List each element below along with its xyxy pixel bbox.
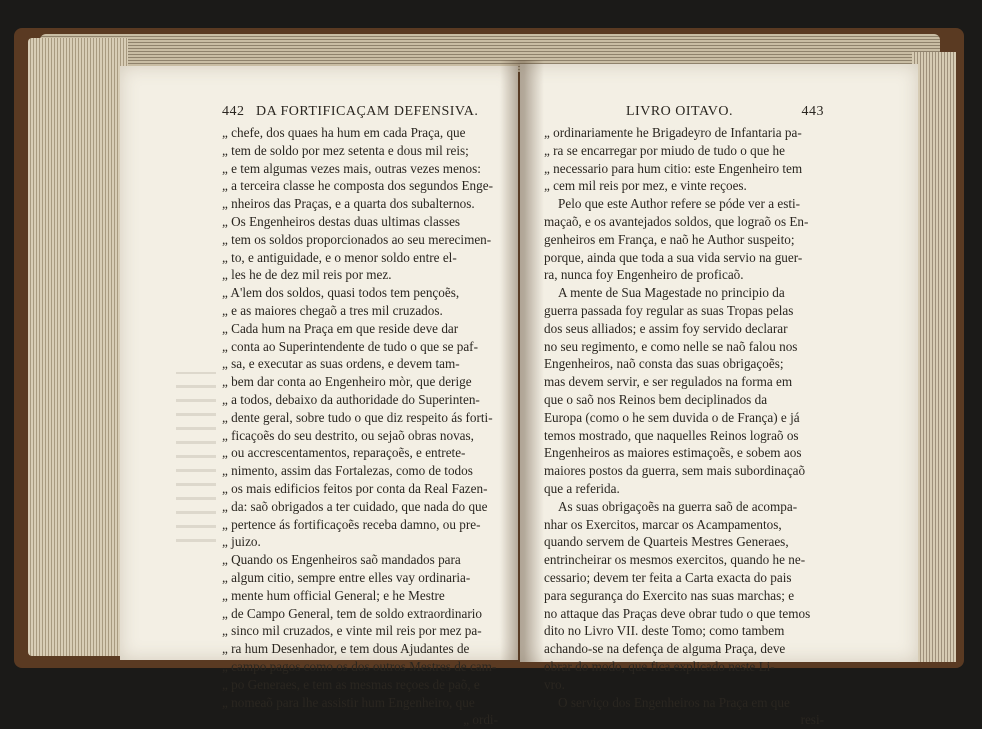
left-body <box>222 124 498 729</box>
text-line: no seu regimento, e como nelle se naõ falou nos <box>544 338 798 354</box>
text-line: mas devem servir, e ser regulados na forma em <box>544 374 793 390</box>
text-line: „ to, e antiguidade, e o menor soldo entre el- <box>222 249 457 265</box>
right-page-text <box>544 104 824 729</box>
text-line: genheiros em França, e naõ he Author suspeito; <box>544 231 795 247</box>
text-line: A mente de Sua Magestade no principio da <box>558 285 785 301</box>
text-line: para segurança do Exercito nas suas marchas; e <box>544 587 795 603</box>
text-line: O serviço dos Engenheiros na Praça em que <box>558 694 790 710</box>
text-line: „ ou accrescentamentos, reparaçoẽs, e entrete- <box>222 445 466 461</box>
text-line: „ dente geral, sobre tudo o que diz respeito ás forti- <box>222 409 493 425</box>
text-line: maçaõ, e os avantejados soldos, que lograõ os En- <box>544 213 809 229</box>
catchword: „ ordi- <box>463 712 498 728</box>
text-line: „ ra hum Desenhador, e tem dous Ajudantes de <box>222 641 470 657</box>
text-line: „ algum citio, sempre entre elles vay ordinaria- <box>222 569 471 585</box>
text-line: „ Cada hum na Praça em que reside deve dar <box>222 320 459 336</box>
text-line: que o saõ nos Reinos bem deciplinados da <box>544 391 768 407</box>
text-line: „ ficaçoẽs do seu destrito, ou sejaõ obras novas, <box>222 427 474 443</box>
text-line: Europa (como o he sem duvida o de França) e já <box>544 409 800 425</box>
text-line: achando-se na defença de alguma Praça, deve <box>544 641 786 657</box>
text-line: „ e tem algumas vezes mais, outras vezes menos: <box>222 160 481 176</box>
text-line: „ Os Engenheiros destas duas ultimas classes <box>222 213 461 229</box>
text-line: „ a terceira classe he composta dos segundos Enge- <box>222 178 493 194</box>
text-line: dos seus alliados; e assim foy servido declarar <box>544 320 788 336</box>
text-line: „ bem dar conta ao Engenheiro mòr, que derige <box>222 374 472 390</box>
text-line: „ nomeaõ para lhe assistir hum Engenheiro, que <box>222 694 475 710</box>
text-line: „ da: saõ obrigados a ter cuidado, que nada do que <box>222 498 488 514</box>
text-line: „ A'lem dos soldos, quasi todos tem pençoẽs, <box>222 285 460 301</box>
right-running-head: LIVRO OITAVO. <box>626 104 734 119</box>
text-line: temos mostrado, que naquelles Reinos lograõ os <box>544 427 799 443</box>
left-page-number: 442 <box>222 104 245 119</box>
text-line: „ campo pagos como os dos outros Mestres de cam- <box>222 658 497 674</box>
text-line: Engenheiros, naõ consta das suas obrigaçoẽs; <box>544 356 784 372</box>
text-line: „ juizo. <box>222 534 261 550</box>
right-page-number: 443 <box>801 104 824 119</box>
catchword: resi- <box>800 712 824 728</box>
text-line: vro. <box>544 676 565 692</box>
text-line: „ nheiros das Praças, e a quarta dos subalternos. <box>222 196 475 212</box>
text-line: „ a todos, debaixo da authoridade do Superinten- <box>222 391 480 407</box>
text-line: „ ordinariamente he Brigadeyro de Infantaria pa- <box>544 125 802 140</box>
text-line: dito no Livro VII. deste Tomo; como tambem <box>544 623 785 639</box>
text-line: „ sinco mil cruzados, e vinte mil reis por mez pa- <box>222 623 482 639</box>
text-line: que a referida. <box>544 480 620 496</box>
text-line: „ chefe, dos quaes ha hum em cada Praça, que <box>222 125 466 140</box>
text-line: „ sa, e executar as suas ordens, e devem tam- <box>222 356 460 372</box>
text-line: As suas obrigaçoẽs na guerra saõ de acompa- <box>558 498 798 514</box>
page-block-right-edge <box>912 52 956 662</box>
text-line: quando servem de Quarteis Mestres Generaes, <box>544 534 789 550</box>
text-line: Pelo que este Author refere se póde ver a esti- <box>558 196 801 212</box>
book-gutter <box>500 60 544 662</box>
text-line: entrincheirar os mesmos exercitos, quando he ne- <box>544 552 806 568</box>
left-page-text <box>222 104 498 729</box>
show-through-text <box>176 372 216 542</box>
text-line: „ tem os soldos proporcionados ao seu merecimen- <box>222 231 492 247</box>
text-line: „ tem de soldo por mez setenta e dous mil reis; <box>222 142 469 158</box>
right-running-header <box>544 104 824 124</box>
text-line: „ po Generaes, e tem as mesmas reçoes de paõ, e <box>222 676 480 692</box>
text-line: „ cem mil reis por mez, e vinte reçoes. <box>544 178 747 194</box>
text-line: obrar do modo, que fica explicado neste Li- <box>544 658 775 674</box>
text-line: „ e as maiores chegaõ a tres mil cruzados. <box>222 302 443 318</box>
text-line: ra, nunca foy Engenheiro de proficaõ. <box>544 267 744 283</box>
left-running-head: DA FORTIFICAÇAM DEFENSIVA. <box>256 104 479 119</box>
text-line: porque, ainda que toda a sua vida servio na guer- <box>544 249 803 265</box>
text-line: maiores postos da guerra, sem mais subordinaçaõ <box>544 463 806 479</box>
text-line: „ de Campo General, tem de soldo extraordinario <box>222 605 482 621</box>
text-line: „ Quando os Engenheiros saõ mandados para <box>222 552 461 568</box>
text-line: „ nimento, assim das Fortalezas, como de todos <box>222 463 473 479</box>
text-line: guerra passada foy regular as suas Tropas pelas <box>544 302 794 318</box>
page-block-left-edge <box>28 38 128 656</box>
text-line: cessario; devem ter feita a Carta exacta do pais <box>544 569 792 585</box>
right-body <box>544 124 824 729</box>
text-line: „ les he de dez mil reis por mez. <box>222 267 392 283</box>
text-line: „ mente hum official General; e he Mestre <box>222 587 445 603</box>
text-line: „ necessario para hum citio: este Engenheiro tem <box>544 160 803 176</box>
left-running-header <box>222 104 498 124</box>
text-line: „ conta ao Superintendente de tudo o que se paf- <box>222 338 478 354</box>
text-line: „ os mais edificios feitos por conta da Real Fazen- <box>222 480 488 496</box>
text-line: nhar os Exercitos, marcar os Acampamentos, <box>544 516 782 532</box>
text-line: „ pertence ás fortificaçoẽs receba damno, ou pre- <box>222 516 481 532</box>
text-line: no attaque das Praças deve obrar tudo o que temos <box>544 605 811 621</box>
text-line: „ ra se encarregar por miudo de tudo o que he <box>544 142 785 158</box>
text-line: Engenheiros as maiores estimaçoẽs, e sobem aos <box>544 445 802 461</box>
